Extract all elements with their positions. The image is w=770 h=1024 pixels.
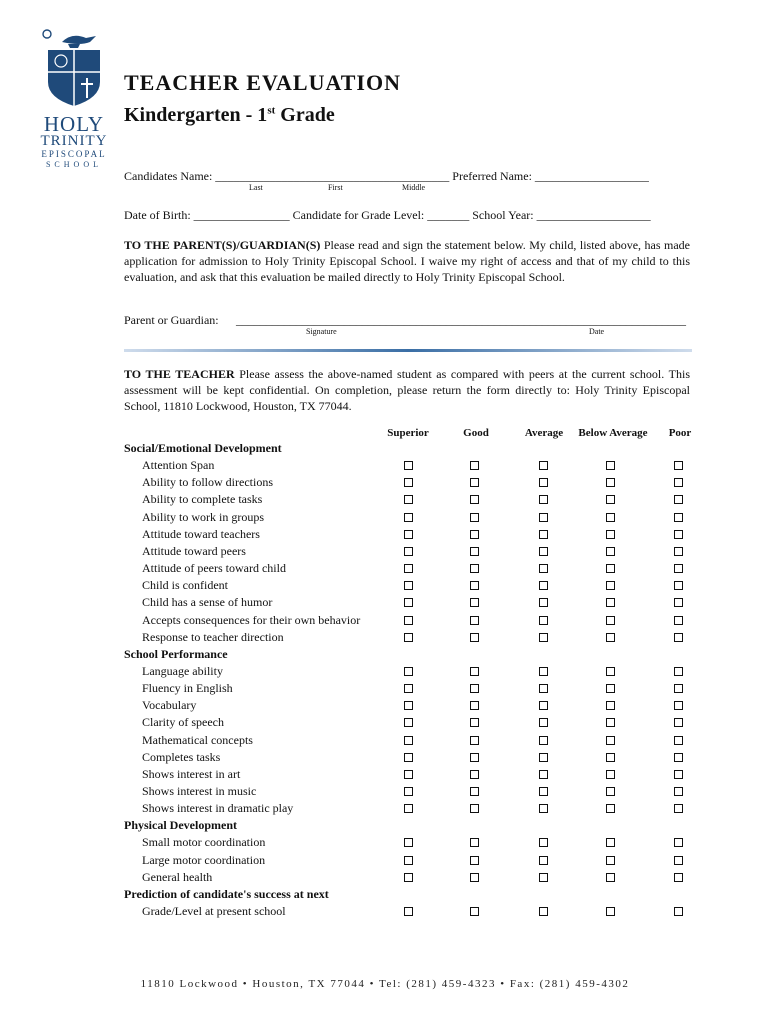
criterion-label: Ability to complete tasks — [142, 492, 263, 507]
checkbox-superior[interactable] — [404, 753, 413, 762]
checkbox-below-average[interactable] — [606, 787, 615, 796]
criterion-label: Child has a sense of humor — [142, 595, 273, 610]
checkbox-average[interactable] — [539, 530, 548, 539]
criterion-label: Attention Span — [142, 458, 215, 473]
checkbox-superior[interactable] — [404, 736, 413, 745]
checkbox-average[interactable] — [539, 770, 548, 779]
checkbox-poor[interactable] — [674, 667, 683, 676]
checkbox-below-average[interactable] — [606, 701, 615, 710]
checkbox-average[interactable] — [539, 564, 548, 573]
checkbox-good[interactable] — [470, 736, 479, 745]
checkbox-good[interactable] — [470, 598, 479, 607]
criterion-label: Shows interest in dramatic play — [142, 801, 294, 816]
checkbox-poor[interactable] — [674, 838, 683, 847]
checkbox-average[interactable] — [539, 804, 548, 813]
checkbox-below-average[interactable] — [606, 753, 615, 762]
checkbox-superior[interactable] — [404, 873, 413, 882]
table-row — [0, 853, 770, 870]
criterion-label: Clarity of speech — [142, 715, 224, 730]
checkbox-average[interactable] — [539, 907, 548, 916]
dob-grade-year-line[interactable]: Date of Birth: ________________ Candidate for Grade Level: _______ School Year: ___________________ — [124, 208, 651, 222]
checkbox-poor[interactable] — [674, 787, 683, 796]
parent-guardian-label: Parent or Guardian: — [124, 313, 219, 327]
table-row — [0, 750, 770, 767]
checkbox-below-average[interactable] — [606, 856, 615, 865]
checkbox-below-average[interactable] — [606, 564, 615, 573]
date-caption: Date — [589, 327, 605, 336]
checkbox-superior[interactable] — [404, 804, 413, 813]
checkbox-poor[interactable] — [674, 581, 683, 590]
table-row — [0, 613, 770, 630]
subtitle-text: Kindergarten - 1 — [124, 104, 268, 126]
table-row — [0, 527, 770, 544]
parent-signature-line[interactable]: ___________________________________________________________________________ — [236, 313, 686, 327]
column-good: Good — [463, 427, 489, 439]
checkbox-below-average[interactable] — [606, 547, 615, 556]
table-row — [0, 835, 770, 852]
criterion-label: Shows interest in music — [142, 784, 257, 798]
table-row — [0, 767, 770, 784]
criterion-label: Completes tasks — [142, 749, 221, 764]
checkbox-below-average[interactable] — [606, 633, 615, 642]
checkbox-superior[interactable] — [404, 461, 413, 470]
checkbox-average[interactable] — [539, 547, 548, 556]
teacher-statement — [124, 366, 690, 414]
checkbox-average[interactable] — [539, 838, 548, 847]
checkbox-superior[interactable] — [404, 701, 413, 710]
checkbox-average[interactable] — [539, 701, 548, 710]
section-row — [0, 887, 770, 904]
checkbox-good[interactable] — [470, 770, 479, 779]
checkbox-good[interactable] — [470, 838, 479, 847]
checkbox-poor[interactable] — [674, 753, 683, 762]
logo-holy: HOLY — [43, 112, 105, 136]
teacher-statement-lead: TO THE TEACHER — [124, 367, 235, 381]
checkbox-poor[interactable] — [674, 564, 683, 573]
checkbox-average[interactable] — [539, 736, 548, 745]
criterion-label: Attitude toward peers — [142, 543, 246, 558]
checkbox-poor[interactable] — [674, 856, 683, 865]
checkbox-below-average[interactable] — [606, 495, 615, 504]
table-row — [0, 801, 770, 818]
candidate-name-line[interactable]: Candidates Name: _______________________________________ Preferred Name: ___________________ — [124, 169, 649, 183]
checkbox-good[interactable] — [470, 804, 479, 813]
parent-statement — [124, 237, 690, 285]
checkbox-good[interactable] — [470, 478, 479, 487]
parent-statement-text: Please read and sign the statement below. My child, listed above, has made application for admission to Holy Trinity Episcopal School. I waive my right of access and that of my child to this evaluation, and ask that this evaluation be mailed directly to Holy Trinity Episcopal School. — [124, 238, 691, 284]
checkbox-below-average[interactable] — [606, 598, 615, 607]
checkbox-average[interactable] — [539, 495, 548, 504]
checkbox-good[interactable] — [470, 701, 479, 710]
criterion-label: Vocabulary — [142, 698, 197, 713]
section-row — [0, 818, 770, 835]
criterion-label: General health — [142, 869, 213, 884]
checkbox-superior[interactable] — [404, 667, 413, 676]
section-row — [0, 647, 770, 664]
criterion-label: Ability to follow directions — [142, 475, 273, 490]
subtitle-sup: st — [267, 104, 276, 117]
table-row — [0, 733, 770, 750]
checkbox-poor[interactable] — [674, 907, 683, 916]
table-row — [0, 664, 770, 681]
table-row — [0, 595, 770, 612]
criterion-label: Large motor coordination — [142, 852, 266, 867]
checkbox-poor[interactable] — [674, 718, 683, 727]
criterion-label: Ability to work in groups — [142, 509, 264, 524]
school-crest-icon — [38, 26, 110, 108]
checkbox-good[interactable] — [470, 633, 479, 642]
checkbox-poor[interactable] — [674, 684, 683, 693]
checkbox-good[interactable] — [470, 547, 479, 556]
checkbox-superior[interactable] — [404, 598, 413, 607]
checkbox-below-average[interactable] — [606, 873, 615, 882]
table-row — [0, 561, 770, 578]
checkbox-average[interactable] — [539, 718, 548, 727]
checkbox-poor[interactable] — [674, 461, 683, 470]
checkbox-below-average[interactable] — [606, 770, 615, 779]
divider-rule — [124, 349, 692, 352]
checkbox-average[interactable] — [539, 753, 548, 762]
criterion-label: Small motor coordination — [142, 835, 266, 850]
section-row — [0, 441, 770, 458]
school-logo — [38, 26, 110, 170]
name-part-last: Last — [249, 183, 263, 192]
checkbox-poor[interactable] — [674, 495, 683, 504]
checkbox-below-average[interactable] — [606, 667, 615, 676]
checkbox-below-average[interactable] — [606, 616, 615, 625]
checkbox-good[interactable] — [470, 667, 479, 676]
checkbox-superior[interactable] — [404, 684, 413, 693]
checkbox-below-average[interactable] — [606, 684, 615, 693]
table-row — [0, 475, 770, 492]
checkbox-below-average[interactable] — [606, 513, 615, 522]
table-row — [0, 458, 770, 475]
checkbox-superior[interactable] — [404, 530, 413, 539]
signature-caption: Signature — [306, 327, 337, 336]
checkbox-superior[interactable] — [404, 513, 413, 522]
name-part-middle: Middle — [402, 183, 426, 192]
table-row — [0, 492, 770, 509]
criterion-label: Fluency in English — [142, 681, 233, 696]
checkbox-poor[interactable] — [674, 736, 683, 745]
checkbox-good[interactable] — [470, 787, 479, 796]
checkbox-good[interactable] — [470, 684, 479, 693]
table-row — [0, 544, 770, 561]
checkbox-good[interactable] — [470, 530, 479, 539]
section-heading: Prediction of candidate's success at next — [124, 886, 329, 901]
checkbox-good[interactable] — [470, 495, 479, 504]
checkbox-poor[interactable] — [674, 804, 683, 813]
table-row — [0, 784, 770, 801]
checkbox-poor[interactable] — [674, 770, 683, 779]
criterion-label: Child is confident — [142, 578, 228, 593]
checkbox-superior[interactable] — [404, 838, 413, 847]
criterion-label: Attitude toward teachers — [142, 526, 260, 541]
criterion-label: Accepts consequences for their own behavior — [142, 612, 361, 627]
criterion-label: Shows interest in art — [142, 766, 241, 781]
checkbox-good[interactable] — [470, 753, 479, 762]
checkbox-average[interactable] — [539, 873, 548, 882]
section-heading: School Performance — [124, 646, 228, 661]
checkbox-average[interactable] — [539, 478, 548, 487]
logo-episcopal: EPISCOPAL — [41, 149, 107, 159]
checkbox-average[interactable] — [539, 616, 548, 625]
logo-school: SCHOOL — [45, 160, 102, 169]
checkbox-poor[interactable] — [674, 513, 683, 522]
checkbox-good[interactable] — [470, 564, 479, 573]
checkbox-superior[interactable] — [404, 547, 413, 556]
checkbox-good[interactable] — [470, 513, 479, 522]
checkbox-superior[interactable] — [404, 564, 413, 573]
table-row — [0, 904, 770, 921]
checkbox-good[interactable] — [470, 616, 479, 625]
teacher-statement-text: Please assess the above-named student as compared with peers at the current school. This assessment will be kept confidential. On completion, please return the form directly to: Holy Trinity Episcopal School, 11810 Lockwood, Houston, TX 77044. — [124, 367, 690, 413]
footer-address: 11810 Lockwood • Houston, TX 77044 • Tel: (281) 459-4323 • Fax: (281) 459-4302 — [140, 978, 630, 990]
checkbox-average[interactable] — [539, 513, 548, 522]
subtitle-suffix: Grade — [275, 104, 335, 126]
checkbox-good[interactable] — [470, 856, 479, 865]
checkbox-good[interactable] — [470, 907, 479, 916]
section-heading: Social/Emotional Development — [124, 441, 282, 455]
checkbox-good[interactable] — [470, 873, 479, 882]
checkbox-poor[interactable] — [674, 598, 683, 607]
checkbox-average[interactable] — [539, 598, 548, 607]
checkbox-below-average[interactable] — [606, 718, 615, 727]
checkbox-superior[interactable] — [404, 478, 413, 487]
checkbox-superior[interactable] — [404, 581, 413, 590]
table-row — [0, 681, 770, 698]
checkbox-superior[interactable] — [404, 718, 413, 727]
column-below-average: Below Average — [578, 427, 648, 439]
table-row — [0, 698, 770, 715]
checkbox-poor[interactable] — [674, 478, 683, 487]
checkbox-poor[interactable] — [674, 701, 683, 710]
checkbox-average[interactable] — [539, 633, 548, 642]
column-average: Average — [524, 427, 564, 439]
checkbox-poor[interactable] — [674, 616, 683, 625]
checkbox-superior[interactable] — [404, 856, 413, 865]
checkbox-below-average[interactable] — [606, 907, 615, 916]
criterion-label: Mathematical concepts — [142, 732, 253, 747]
checkbox-average[interactable] — [539, 581, 548, 590]
table-row — [0, 715, 770, 732]
section-heading: Physical Development — [124, 818, 237, 833]
logo-trinity: TRINITY — [40, 133, 108, 149]
criterion-label: Language ability — [142, 663, 223, 678]
checkbox-good[interactable] — [470, 461, 479, 470]
checkbox-good[interactable] — [470, 718, 479, 727]
table-row — [0, 630, 770, 647]
column-superior: Superior — [387, 427, 429, 439]
checkbox-poor[interactable] — [674, 547, 683, 556]
name-part-first: First — [328, 183, 343, 192]
table-row — [0, 870, 770, 887]
checkbox-below-average[interactable] — [606, 461, 615, 470]
checkbox-average[interactable] — [539, 667, 548, 676]
checkbox-superior[interactable] — [404, 616, 413, 625]
checkbox-below-average[interactable] — [606, 530, 615, 539]
checkbox-poor[interactable] — [674, 873, 683, 882]
checkbox-poor[interactable] — [674, 633, 683, 642]
checkbox-below-average[interactable] — [606, 581, 615, 590]
checkbox-good[interactable] — [470, 581, 479, 590]
table-row — [0, 510, 770, 527]
checkbox-average[interactable] — [539, 461, 548, 470]
checkbox-superior[interactable] — [404, 770, 413, 779]
table-row — [0, 578, 770, 595]
criterion-label: Grade/Level at present school — [142, 904, 286, 919]
page-subtitle — [124, 104, 335, 127]
criterion-label: Attitude of peers toward child — [142, 561, 286, 576]
checkbox-superior[interactable] — [404, 633, 413, 642]
parent-statement-lead: TO THE PARENT(S)/GUARDIAN(S) — [124, 238, 321, 252]
checkbox-superior[interactable] — [404, 787, 413, 796]
checkbox-average[interactable] — [539, 856, 548, 865]
checkbox-poor[interactable] — [674, 530, 683, 539]
page-title: TEACHER EVALUATION — [124, 70, 401, 95]
checkbox-average[interactable] — [539, 787, 548, 796]
checkbox-superior[interactable] — [404, 907, 413, 916]
checkbox-average[interactable] — [539, 684, 548, 693]
checkbox-below-average[interactable] — [606, 478, 615, 487]
checkbox-below-average[interactable] — [606, 736, 615, 745]
checkbox-superior[interactable] — [404, 495, 413, 504]
criterion-label: Response to teacher direction — [142, 629, 284, 644]
checkbox-below-average[interactable] — [606, 838, 615, 847]
column-poor: Poor — [668, 427, 692, 439]
checkbox-below-average[interactable] — [606, 804, 615, 813]
